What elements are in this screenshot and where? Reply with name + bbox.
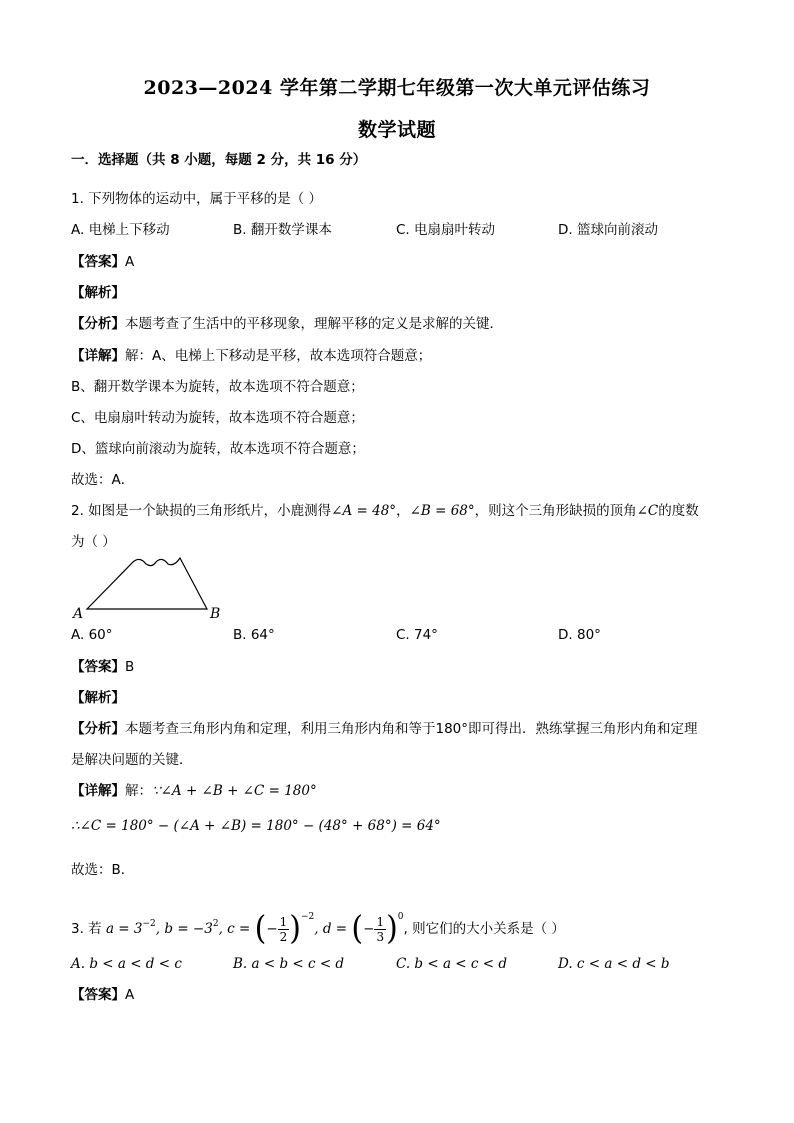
q2-option-a: A. 60° bbox=[71, 627, 113, 643]
answer-value: B bbox=[125, 659, 135, 675]
fenxi-text-1: 本题考查三角形内角和定理，利用三角形内角和等于180°即可得出．熟练掌握三角形内角和定理 bbox=[125, 721, 698, 737]
xiangjie-line-1: 解：A、电梯上下移动是平移，故本选项符合题意； bbox=[125, 348, 432, 364]
answer-tag: 【答案】 bbox=[71, 987, 125, 1003]
q3-option-a: A. b < a < d < c bbox=[71, 956, 182, 972]
q3-d-fraction bbox=[374, 915, 386, 944]
answer-tag: 【答案】 bbox=[71, 659, 125, 675]
answer-value: A bbox=[125, 254, 135, 270]
q3-c-den: 2 bbox=[279, 929, 288, 944]
q3-option-d: D. c < a < d < b bbox=[558, 956, 670, 972]
q3-b-def: , b = −3 bbox=[155, 921, 213, 937]
q1-option-b: B. 翻开数学课本 bbox=[233, 222, 332, 238]
section-heading: 一．选择题（共 8 小题，每题 2 分，共 16 分） bbox=[71, 152, 367, 168]
q3-d-num: 1 bbox=[376, 914, 385, 929]
q3-b-exp: 2 bbox=[212, 919, 219, 929]
q2-angle-c: ∠C bbox=[636, 503, 659, 519]
left-paren: ( bbox=[351, 909, 364, 948]
answer-tag: 【答案】 bbox=[71, 254, 125, 270]
q3-d-den: 3 bbox=[376, 929, 385, 944]
q2-angle-b: ∠B = 68° bbox=[409, 503, 475, 519]
left-paren: ( bbox=[254, 909, 267, 948]
xiangjie-tag: 【详解】 bbox=[71, 348, 125, 364]
fenxi-tag: 【分析】 bbox=[71, 721, 125, 737]
q1-analysis-tag: 【解析】 bbox=[71, 285, 125, 301]
q3-option-c: C. b < a < c < d bbox=[396, 956, 508, 972]
q2-stem-part3: 的度数 bbox=[658, 503, 699, 519]
q1-xiangjie-line-4: D、篮球向前滚动为旋转，故本选项不符合题意； bbox=[71, 441, 365, 457]
answer-value: A bbox=[125, 987, 135, 1003]
minus-sign: − bbox=[266, 921, 278, 937]
q3-stem-prefix: 3. 若 bbox=[71, 921, 106, 937]
q3-a-def: a = 3 bbox=[105, 921, 143, 937]
q1-xiangjie bbox=[71, 347, 431, 365]
q3-c-fraction bbox=[278, 915, 290, 944]
q1-xiangjie-line-3: C、电扇扇叶转动为旋转，故本选项不符合题意； bbox=[71, 410, 364, 426]
xiangjie-tag: 【详解】 bbox=[71, 783, 125, 799]
q1-answer bbox=[71, 253, 134, 271]
q3-d-exp: 0 bbox=[397, 912, 404, 922]
q1-option-a: A. 电梯上下移动 bbox=[71, 222, 170, 238]
q1-xiangjie-line-2: B、翻开数学课本为旋转，故本选项不符合题意； bbox=[71, 379, 364, 395]
q1-fenxi bbox=[71, 315, 503, 333]
q3-answer bbox=[71, 986, 134, 1004]
q2-sep: ， bbox=[396, 503, 410, 519]
q1-option-c: C. 电扇扇叶转动 bbox=[396, 222, 496, 238]
q2-option-d: D. 80° bbox=[558, 627, 601, 643]
q2-conclusion: 故选：B． bbox=[71, 862, 135, 878]
q3-c-def: , c = bbox=[218, 921, 255, 937]
right-paren: ) bbox=[289, 909, 301, 948]
q2-stem-line2: 为（ ） bbox=[71, 534, 116, 550]
q2-angle-a: ∠A = 48° bbox=[331, 503, 397, 519]
question-1-stem: 1. 下列物体的运动中，属于平移的是（ ） bbox=[71, 191, 322, 207]
q2-xiangjie bbox=[71, 782, 317, 800]
q1-option-d: D. 篮球向前滚动 bbox=[558, 222, 658, 238]
q2-equation-2: ∴∠C = 180° − (∠A + ∠B) = 180° − (48° + 68°) = 64° bbox=[71, 818, 441, 834]
q1-conclusion: 故选：A． bbox=[71, 472, 135, 488]
q3-d-def: , d = bbox=[314, 921, 352, 937]
q3-c-exp: −2 bbox=[301, 912, 315, 922]
vertex-b-label: B bbox=[210, 606, 221, 622]
xiangjie-prefix: 解： bbox=[125, 783, 152, 799]
fenxi-text: 本题考查了生活中的平移现象，理解平移的定义是求解的关键． bbox=[125, 316, 503, 332]
q3-c-num: 1 bbox=[279, 914, 288, 929]
q2-option-c: C. 74° bbox=[396, 627, 438, 643]
q2-option-b: B. 64° bbox=[233, 627, 275, 643]
q3-option-b: B. a < b < c < d bbox=[233, 956, 345, 972]
q2-stem-part2: ，则这个三角形缺损的顶角 bbox=[474, 503, 637, 519]
q2-answer bbox=[71, 658, 134, 676]
q2-analysis-tag: 【解析】 bbox=[71, 690, 125, 706]
q3-stem-suffix: , 则它们的大小关系是（ ） bbox=[403, 921, 565, 937]
page-title: 2023—2024 学年第二学期七年级第一次大单元评估练习 bbox=[143, 77, 651, 99]
right-paren: ) bbox=[386, 909, 398, 948]
q2-equation-1: ∵∠A + ∠B + ∠C = 180° bbox=[152, 783, 317, 799]
q2-fenxi-line2: 是解决问题的关键． bbox=[71, 752, 193, 768]
broken-triangle-figure bbox=[70, 552, 230, 624]
page-subtitle: 数学试题 bbox=[357, 119, 436, 141]
question-2-stem bbox=[71, 502, 699, 520]
q3-a-exp: −2 bbox=[142, 919, 156, 929]
q2-stem-part1: 2. 如图是一个缺损的三角形纸片，小鹿测得 bbox=[71, 503, 332, 519]
q2-fenxi bbox=[71, 720, 698, 738]
fenxi-tag: 【分析】 bbox=[71, 316, 125, 332]
question-3-stem bbox=[71, 897, 565, 949]
vertex-a-label: A bbox=[73, 606, 84, 622]
minus-sign: − bbox=[363, 921, 375, 937]
